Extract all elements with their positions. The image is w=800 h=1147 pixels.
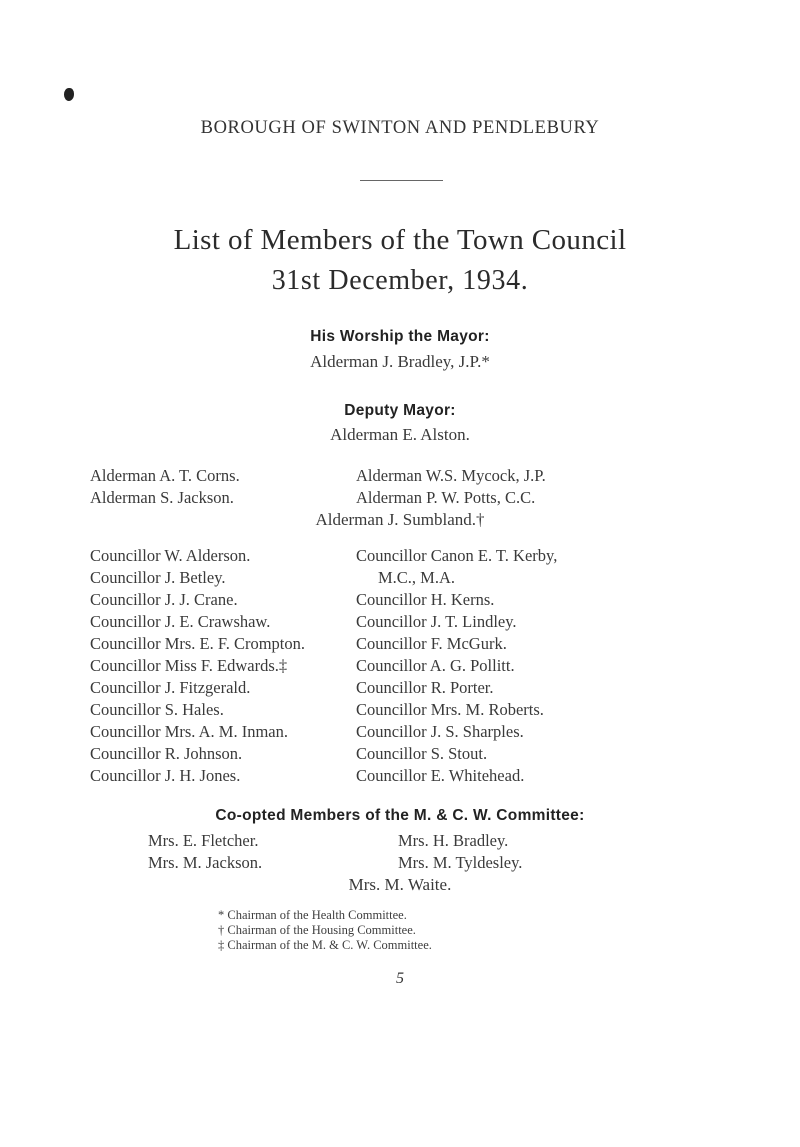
councillor-left-2: Councillor J. J. Crane. <box>90 590 238 609</box>
councillor-right-3: Councillor J. T. Lindley. <box>356 612 517 631</box>
divider-rule <box>360 180 443 181</box>
councillor-left-6: Councillor J. Fitzgerald. <box>90 678 251 697</box>
alderman-right-0: Alderman W.S. Mycock, J.P. <box>356 466 546 485</box>
councillor-left-0: Councillor W. Alderson. <box>90 546 251 565</box>
page-date: 31st December, 1934. <box>271 265 529 296</box>
alderman-center: Alderman J. Sumbland.† <box>315 510 485 529</box>
deputy-mayor-heading: Deputy Mayor: <box>344 402 456 419</box>
councillor-right-4: Councillor F. McGurk. <box>356 634 507 653</box>
alderman-left-1: Alderman S. Jackson. <box>90 488 234 507</box>
councillor-right-5: Councillor A. G. Pollitt. <box>356 656 515 675</box>
mayor-heading: His Worship the Mayor: <box>310 328 490 345</box>
councillor-right-7: Councillor Mrs. M. Roberts. <box>356 700 544 719</box>
coopted-left-0: Mrs. E. Fletcher. <box>148 831 259 850</box>
footnote-0: * Chairman of the Health Committee. <box>218 908 407 922</box>
coopted-left-1: Mrs. M. Jackson. <box>148 853 263 872</box>
councillor-left-10: Councillor J. H. Jones. <box>90 766 241 785</box>
coopted-right-1: Mrs. M. Tyldesley. <box>398 853 523 872</box>
footnote-1: † Chairman of the Housing Committee. <box>218 923 416 937</box>
councillor-right-0: Councillor Canon E. T. Kerby, <box>356 546 558 565</box>
councillor-right-1: M.C., M.A. <box>378 568 456 587</box>
councillor-left-8: Councillor Mrs. A. M. Inman. <box>90 722 288 741</box>
councillor-right-10: Councillor E. Whitehead. <box>356 766 525 785</box>
deputy-mayor-name: Alderman E. Alston. <box>330 425 470 444</box>
coopted-heading: Co-opted Members of the M. & C. W. Committee: <box>215 807 585 824</box>
councillor-left-3: Councillor J. E. Crawshaw. <box>90 612 271 631</box>
ink-blot <box>64 88 74 101</box>
councillor-right-2: Councillor H. Kerns. <box>356 590 495 609</box>
councillor-right-9: Councillor S. Stout. <box>356 744 488 763</box>
councillor-left-5: Councillor Miss F. Edwards.‡ <box>90 656 288 675</box>
coopted-center: Mrs. M. Waite. <box>348 875 452 894</box>
councillor-right-8: Councillor J. S. Sharples. <box>356 722 524 741</box>
borough-heading: BOROUGH OF SWINTON AND PENDLEBURY <box>200 118 600 138</box>
page-title: List of Members of the Town Council <box>173 224 627 256</box>
councillor-left-9: Councillor R. Johnson. <box>90 744 243 763</box>
footnote-2: ‡ Chairman of the M. & C. W. Committee. <box>218 938 432 952</box>
councillor-left-1: Councillor J. Betley. <box>90 568 226 587</box>
councillor-right-6: Councillor R. Porter. <box>356 678 494 697</box>
coopted-right-0: Mrs. H. Bradley. <box>398 831 509 850</box>
councillor-left-7: Councillor S. Hales. <box>90 700 224 719</box>
mayor-name: Alderman J. Bradley, J.P.* <box>310 352 490 371</box>
councillor-left-4: Councillor Mrs. E. F. Crompton. <box>90 634 306 653</box>
alderman-right-1: Alderman P. W. Potts, C.C. <box>356 488 536 507</box>
alderman-left-0: Alderman A. T. Corns. <box>90 466 240 485</box>
page-number: 5 <box>396 970 404 987</box>
